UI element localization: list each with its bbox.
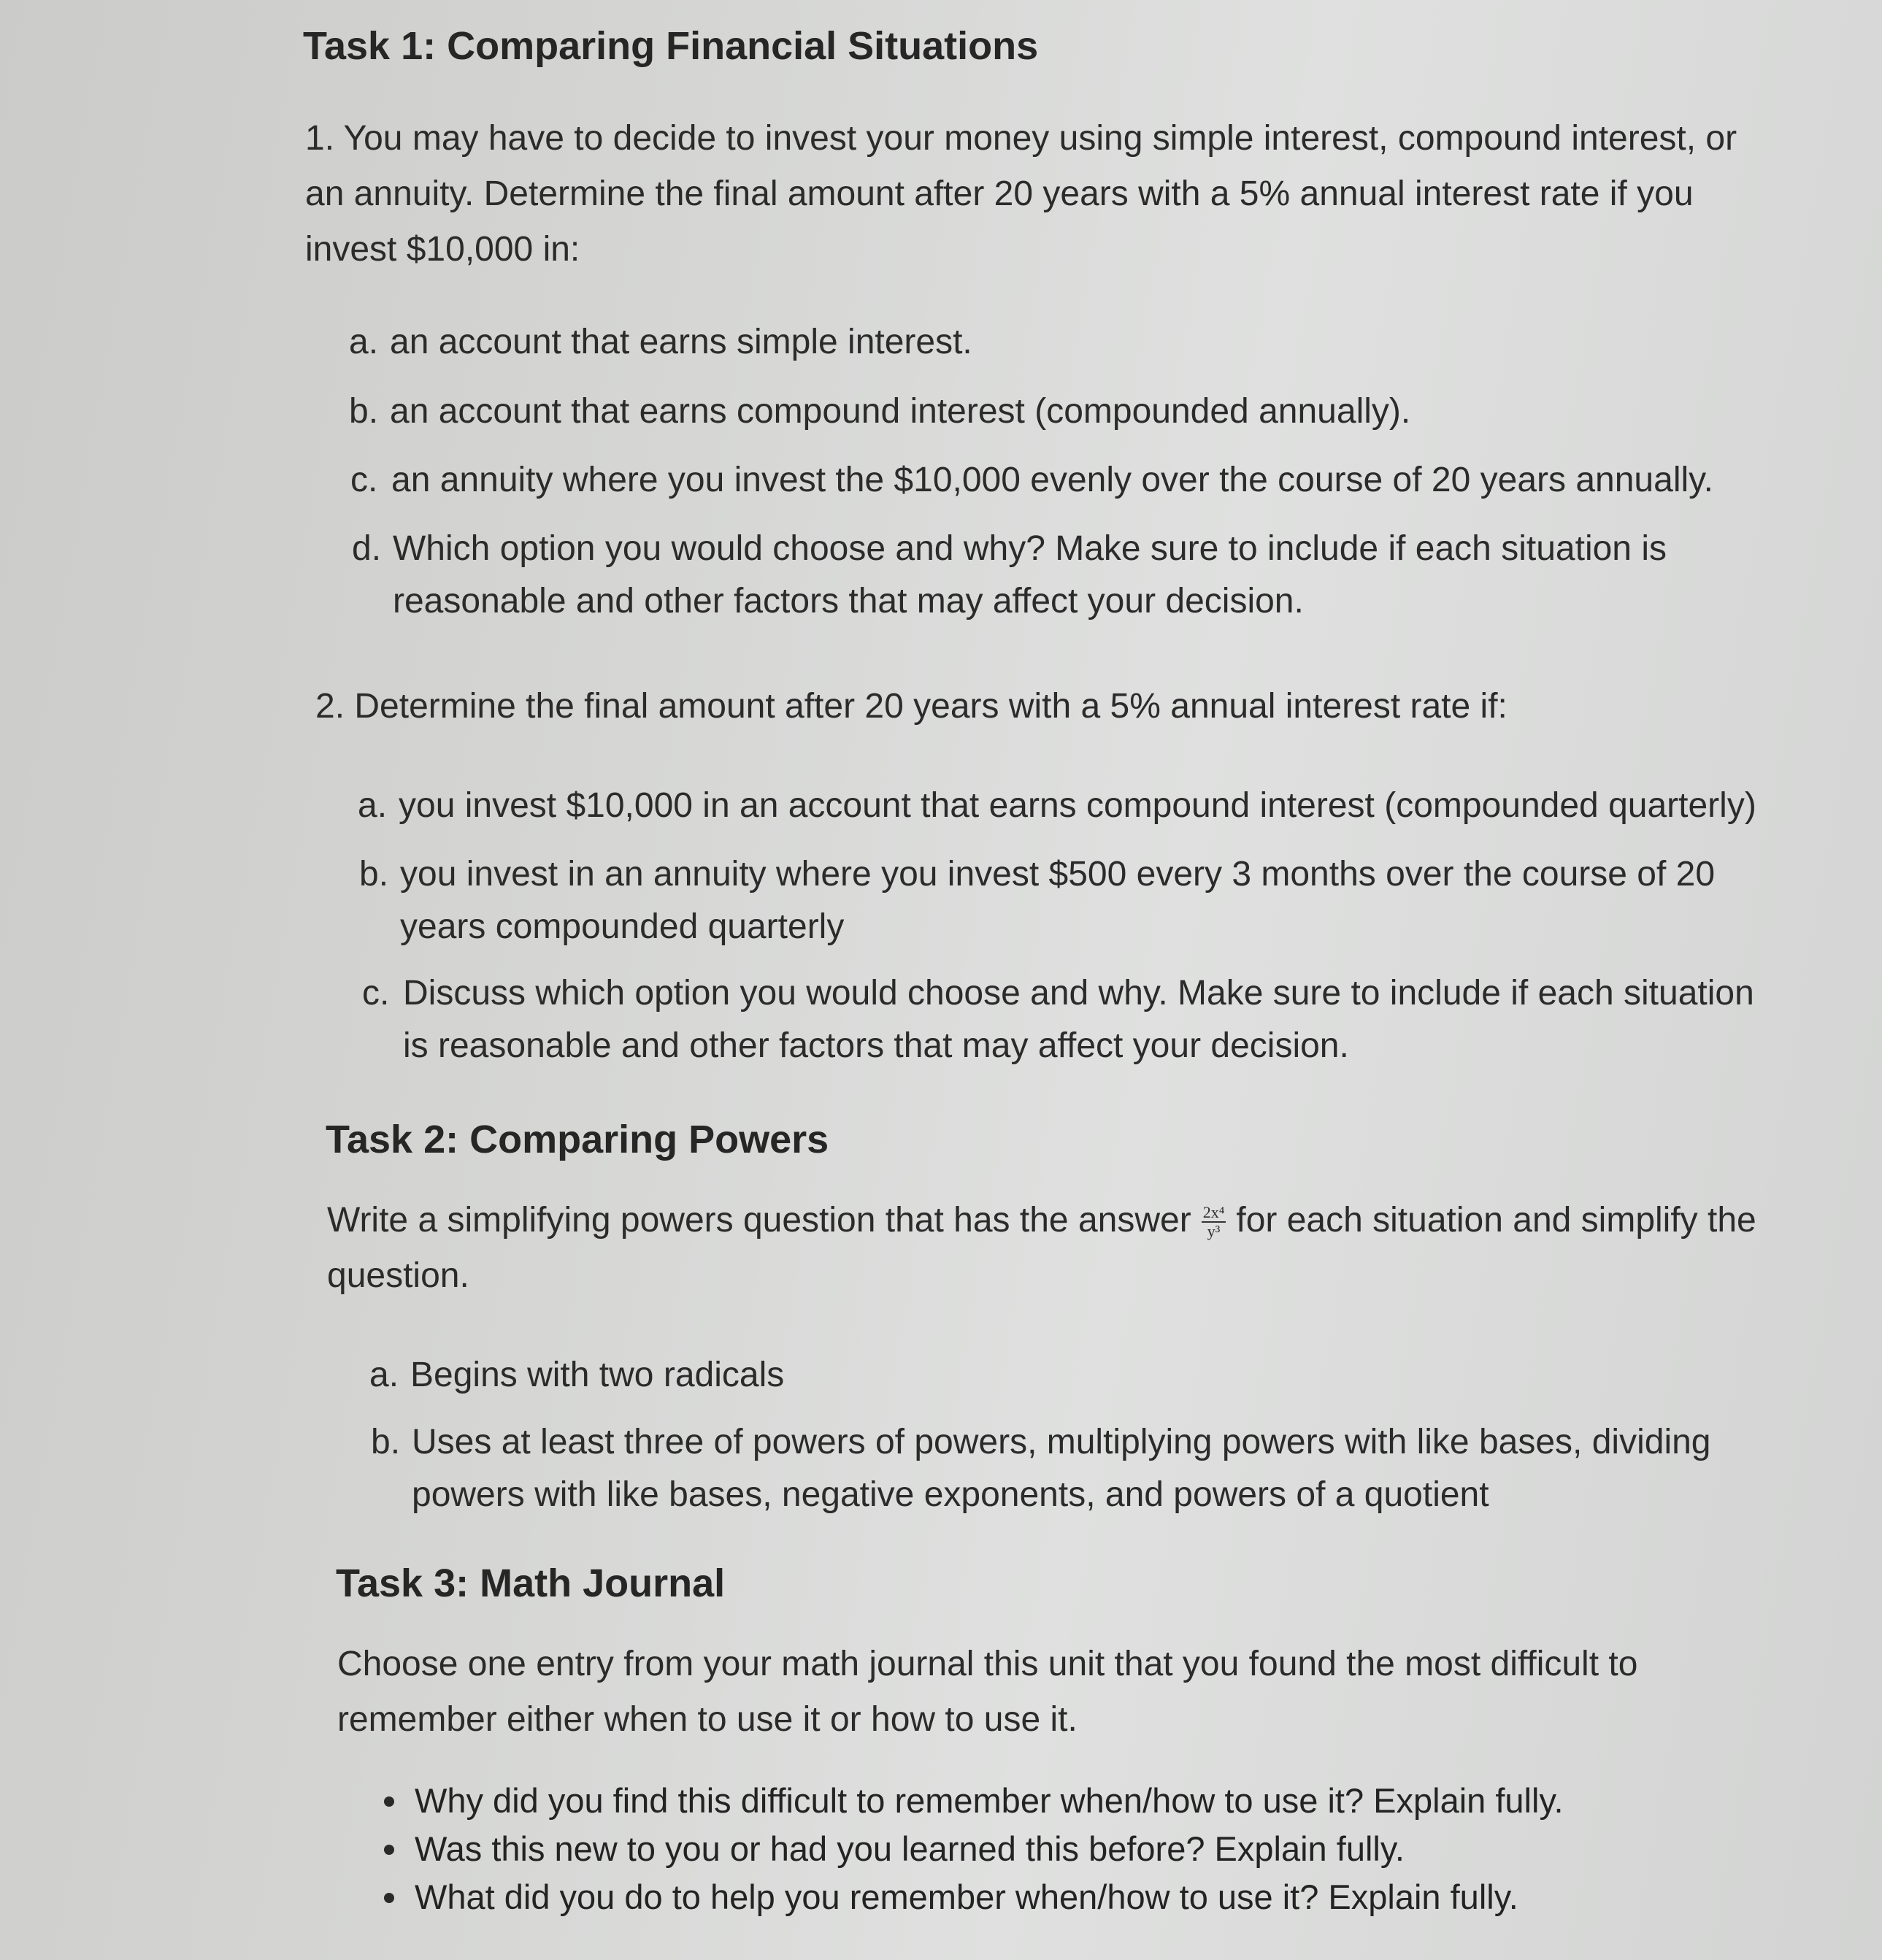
item-text: an annuity where you invest the $10,000 evenly over the course of 20 years annually. xyxy=(391,461,1713,499)
item-label: a. xyxy=(349,323,379,361)
task1-q2-item-b xyxy=(359,848,1746,953)
fraction-answer xyxy=(1202,1204,1226,1240)
item-label: a. xyxy=(369,1356,399,1394)
task1-q2-item-c xyxy=(362,967,1786,1072)
task2-intro-after: for each situation and simplify the question. xyxy=(327,1201,1756,1295)
item-text: you invest $10,000 in an account that earns compound interest (compounded quarterly) xyxy=(399,786,1756,825)
fraction-denominator: y³ xyxy=(1207,1222,1221,1241)
task3-heading: Task 3: Math Journal xyxy=(336,1561,726,1605)
task2-intro-before: Write a simplifying powers question that has the answer xyxy=(327,1201,1191,1240)
item-label: b. xyxy=(359,855,389,893)
task1-question-2: 2. Determine the final amount after 20 years with a 5% annual interest rate if: xyxy=(315,687,1507,726)
item-text: an account that earns simple interest. xyxy=(390,323,972,361)
item-label: c. xyxy=(350,461,378,499)
task3-intro: Choose one entry from your math journal this unit that you found the most difficult to remember either when to use it or how to use it. xyxy=(337,1645,1638,1739)
task1-q2-item-a xyxy=(358,780,1818,832)
list-item: Why did you find this difficult to remember when/how to use it? Explain fully. xyxy=(380,1777,1767,1825)
item-text: Which option you would choose and why? Make sure to include if each situation is reasonable and other factors that may affect your decision. xyxy=(393,529,1667,620)
task2-heading: Task 2: Comparing Powers xyxy=(326,1118,829,1161)
task1-question-1: 1. You may have to decide to invest your money using simple interest, compound interest, or an annuity. Determine the final amount after 20 years with a 5% annual interest rate if you invest $10,000 in: xyxy=(305,119,1737,269)
list-item: What did you do to help you remember when/how to use it? Explain fully. xyxy=(380,1873,1767,1921)
item-text: an account that earns compound interest (compounded annually). xyxy=(390,392,1411,431)
task1-q1-item-c xyxy=(350,454,1796,507)
fraction-numerator: 2x⁴ xyxy=(1202,1203,1225,1222)
item-text: Discuss which option you would choose and why. Make sure to include if each situation is reasonable and other factors that may affect your decision. xyxy=(403,974,1754,1065)
task1-q1-item-b xyxy=(349,385,1772,438)
item-label: c. xyxy=(362,974,390,1012)
task2-item-a xyxy=(369,1349,1756,1402)
item-label: b. xyxy=(371,1423,401,1461)
item-label: a. xyxy=(358,786,388,825)
task3-bullet-list xyxy=(380,1777,1767,1921)
item-label: d. xyxy=(352,529,382,568)
task1-q1-item-d xyxy=(352,523,1724,628)
task2-item-b xyxy=(371,1416,1729,1521)
task2-intro xyxy=(327,1193,1794,1304)
task1-q1-item-a xyxy=(349,316,1772,369)
item-text: Uses at least three of powers of powers, multiplying powers with like bases, dividing powers with like bases, negative exponents, and powers of a quotient xyxy=(412,1423,1711,1514)
item-text: you invest in an annuity where you invest $500 every 3 months over the course of 20 years compounded quarterly xyxy=(400,855,1716,946)
list-item: Was this new to you or had you learned this before? Explain fully. xyxy=(380,1825,1767,1873)
item-label: b. xyxy=(349,392,379,431)
task1-heading: Task 1: Comparing Financial Situations xyxy=(303,24,1039,68)
item-text: Begins with two radicals xyxy=(410,1356,785,1394)
